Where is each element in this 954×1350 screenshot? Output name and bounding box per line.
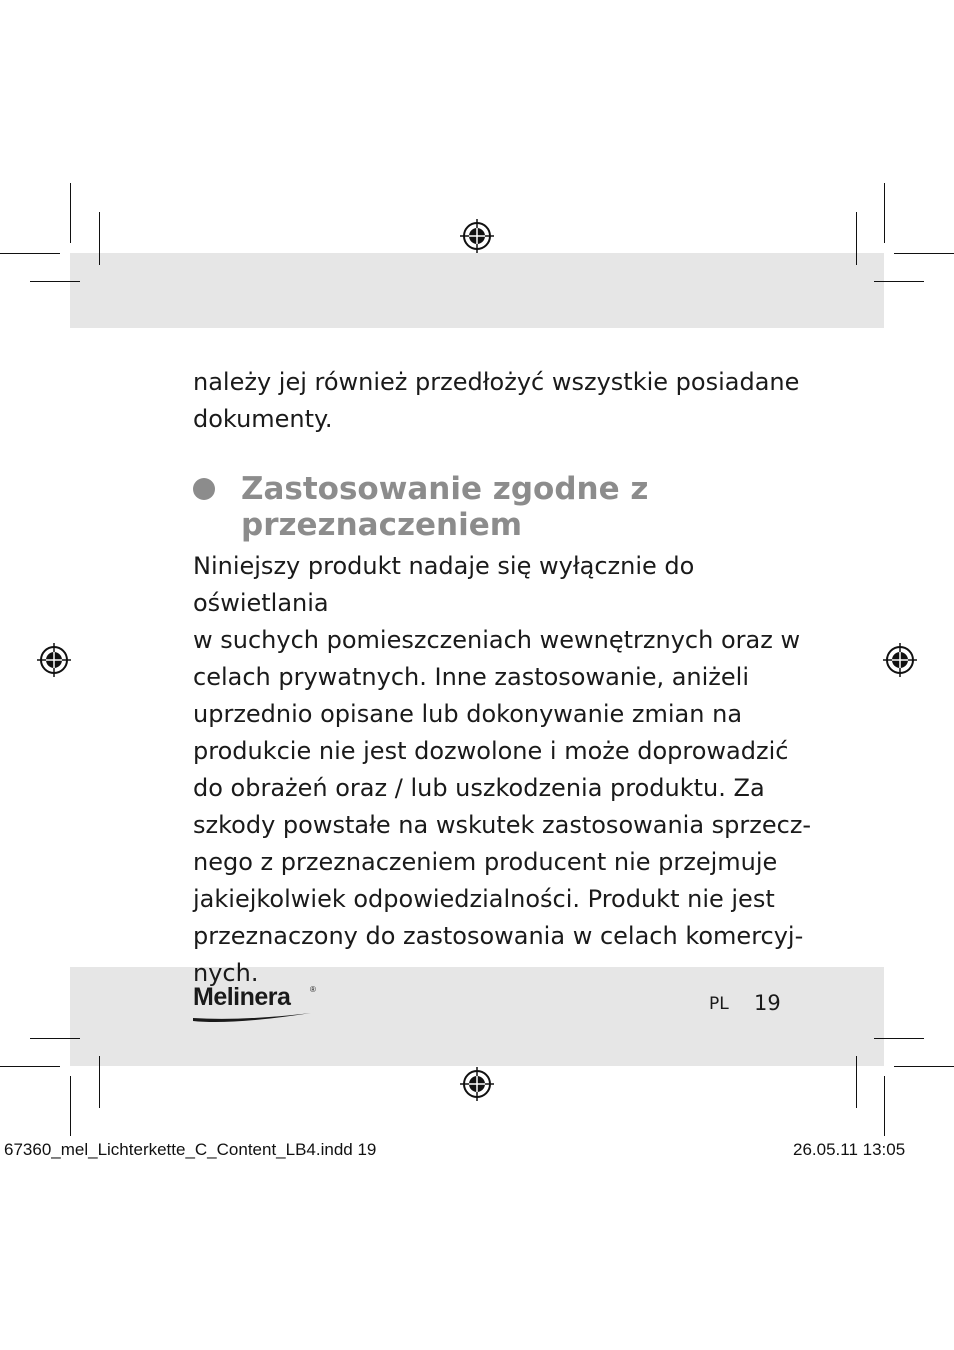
crop-mark (874, 281, 924, 282)
registration-mark-left (36, 642, 72, 678)
crop-mark (70, 183, 71, 243)
crop-mark (30, 281, 80, 282)
crop-mark (874, 1038, 924, 1039)
language-code: PL (709, 994, 729, 1014)
section-body: Niniejszy produkt nadaje się wyłącznie do oświetlania w suchych pomieszczeniach wewnętrznych oraz w celach prywatnych. Inne zastosowanie, aniżeli uprzednio opisane lub dokonywanie zmian na produkcie nie jest dozwolone i może doprowadzić do obrażeń oraz / lub uszkodzenia produktu. Za szkody powstałe na wskutek zastosowania sprzecz- nego z przeznaczeniem producent nie przejmuje jakiejkolwiek odpowiedzialności. Produkt nie jest przeznaczony do zastosowania w celach komercyj- nych. (193, 552, 812, 987)
crop-mark (99, 1056, 100, 1108)
registration-mark-top (459, 218, 495, 254)
brand-logo (193, 983, 323, 1025)
crop-mark (99, 212, 100, 265)
crop-mark (30, 1038, 80, 1039)
slug-filename: 67360_mel_Lichterkette_C_Content_LB4.indd 19 (4, 1140, 377, 1159)
crop-mark (856, 1056, 857, 1108)
slug-datetime: 26.05.11 13:05 (793, 1140, 906, 1159)
registration-mark-right (882, 642, 918, 678)
bullet-icon (193, 478, 215, 500)
section-heading: Zastosowanie zgodne z przeznaczeniem (241, 471, 649, 543)
intro-paragraph: należy jej również przedłożyć wszystkie posiadane dokumenty. (193, 368, 800, 433)
crop-mark (0, 253, 60, 254)
header-band (70, 253, 884, 328)
registered-mark: ® (310, 985, 316, 994)
crop-mark (856, 212, 857, 265)
crop-mark (884, 1076, 885, 1136)
crop-mark (894, 1066, 954, 1067)
brand-name: Melinera (193, 983, 291, 1011)
crop-mark (894, 253, 954, 254)
registration-mark-bottom (459, 1066, 495, 1102)
crop-mark (70, 1076, 71, 1136)
crop-mark (884, 183, 885, 243)
logo-swoosh-icon (193, 1011, 313, 1025)
page-number: 19 (754, 991, 781, 1015)
crop-mark (0, 1066, 60, 1067)
